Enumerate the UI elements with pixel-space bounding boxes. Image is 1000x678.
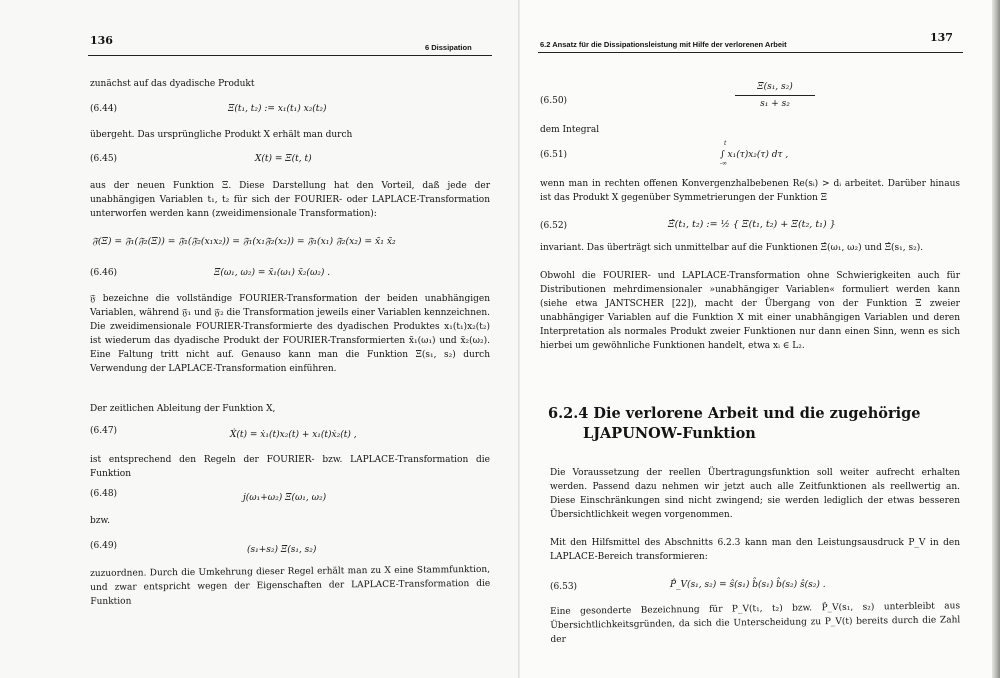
paragraph: ist entsprechend den Regeln der FOURIER- bzw. LAPLACE-Transformation die Funktion <box>90 455 490 479</box>
page-number: 137 <box>930 31 953 44</box>
equation-number: (6.52) <box>540 221 568 231</box>
equation: Ẋ(t) = ẋ₁(t)x₂(t) + x₁(t)ẋ₂(t) , <box>230 430 357 440</box>
equation-number: (6.49) <box>90 541 118 551</box>
equation: X(t) = Ξ(t, t) <box>255 154 312 164</box>
section-heading-continued: LJAPUNOW-Funktion <box>583 425 756 442</box>
integral-upper-limit: t <box>724 140 727 147</box>
equation: Ξ̃(ω₁, ω₂) = x̃₁(ω₁) x̃₂(ω₂) . <box>214 268 331 278</box>
paragraph: übergeht. Das ursprüngliche Produkt X erhält man durch <box>90 130 353 140</box>
paragraph: Eine gesonderte Bezeichnung für P_V(t₁, t₂) bzw. P̂_V(s₁, s₂) unterbleibt aus Übersichtlichkeitsgründen, da sich die Unterscheidung zu P_V(t) bereits durch die Zahl der <box>550 601 961 645</box>
paragraph: wenn man in rechten offenen Konvergenzhalbebenen Re(sᵢ) > dᵢ arbeitet. Darüber hinaus ist das Produkt X gegenüber Symmetrierungen der Funktion Ξ <box>540 179 960 203</box>
paragraph: aus der neuen Funktion Ξ. Diese Darstellung hat den Vorteil, daß jede der unabhängigen Variablen t₁, t₂ für sich der FOURIER- oder LAPLACE-Transformation unterworfen werden kann (zweidimensionale Transformation): <box>90 181 490 219</box>
paragraph: Obwohl die FOURIER- und LAPLACE-Transformation ohne Schwierigkeiten auch für Distributionen mehrdimensionaler »unabhängiger Variablen« formuliert werden kann (siehe etwa JANTSCHER [22]), macht der Übergang von der Funktion Ξ zweier unabhängiger Variablen auf die Funktion X mit einer unabhängigen Variablen und deren Interpretation als normales Produkt zweier Funktionen nur dann einen Sinn, wenn es sich hierbei um gewöhnliche Funktionen handelt, etwa xᵢ ∈ L₂. <box>540 271 960 351</box>
running-head: 6.2 Ansatz für die Dissipationsleistung mit Hilfe der verlorenen Arbeit <box>540 40 787 49</box>
equation-number: (6.47) <box>90 426 118 436</box>
equation-number: (6.48) <box>90 489 118 499</box>
paragraph: Mit den Hilfsmittel des Abschnitts 6.2.3 kann man den Leistungsausdruck P_V in den LAPLACE-Bereich transformieren: <box>550 538 960 562</box>
equation: P̂_V(s₁, s₂) = ŝ(s₁) b̂(s₁) b̂(s₂) ŝ(s₂) . <box>670 580 826 590</box>
equation: (s₁+s₂) Ξ̃(s₁, s₂) <box>247 545 317 555</box>
paragraph: bzw. <box>90 516 110 526</box>
paragraph: zunächst auf das dyadische Produkt <box>90 79 255 89</box>
paragraph: zuzuordnen. Durch die Umkehrung dieser Regel erhält man zu X eine Stammfunktion, und zwar entspricht wegen der Eigenschaften der LAPLACE-Transformation die Funktion <box>90 564 491 607</box>
paragraph: invariant. Das überträgt sich unmittelbar auf die Funktionen Ξ̂(ω₁, ω₂) und Ξ̂(s₁, s₂). <box>540 243 924 253</box>
equation: j(ω₁+ω₂) Ξ̃(ω₁, ω₂) <box>243 493 327 503</box>
paragraph: Der zeitlichen Ableitung der Funktion X, <box>90 404 276 414</box>
running-head: 6 Dissipation <box>425 43 472 52</box>
equation: ∫ x₁(τ)x₂(τ) dτ , <box>720 150 789 160</box>
fraction <box>735 82 815 109</box>
paragraph: 𝔉 bezeichne die vollständige FOURIER-Transformation der beiden unabhängigen Variablen, während 𝔉₁ und 𝔉₂ die Transformation jeweils einer Variablen kennzeichnen. Die zweidimensionale FOURIER-Transformierte des dyadischen Produktes x₁(t₁)x₂(t₂) ist wiederum das dyadische Produkt der FOURIER-Transformierten x̃₁(ω₁) und x̃₂(ω₂). Eine Faltung tritt nicht auf. Genauso kann man die Funktion Ξ̃(s₁, s₂) durch Verwendung der LAPLACE-Transformation einführen. <box>90 294 490 374</box>
fraction-numerator: Ξ̃(s₁, s₂) <box>757 82 793 92</box>
equation-number: (6.51) <box>540 150 568 160</box>
fraction-bar <box>735 95 815 96</box>
section-heading: 6.2.4 Die verlorene Arbeit und die zugehörige <box>548 405 921 422</box>
equation-number: (6.44) <box>90 104 118 114</box>
header-rule <box>538 52 963 53</box>
integral-lower-limit: -∞ <box>720 160 728 167</box>
fraction-denominator: s₁ + s₂ <box>760 99 790 109</box>
equation: Ξ(t₁, t₂) := x₁(t₁) x₂(t₂) <box>228 104 327 114</box>
header-rule <box>88 55 492 56</box>
paragraph: dem Integral <box>540 125 600 135</box>
equation-number: (6.50) <box>540 96 568 106</box>
equation-number: (6.45) <box>90 154 118 164</box>
equation: 𝔉(Ξ) = 𝔉₁(𝔉₂(Ξ)) = 𝔉₁(𝔉₂(x₁x₂)) = 𝔉₁(x₁𝔉₂(x₂)) = 𝔉₁(x₁) 𝔉₂(x₂) = x̃₁ x̃₂ <box>92 236 396 247</box>
equation-number: (6.46) <box>90 268 118 278</box>
paragraph: Die Voraussetzung der reellen Übertragungsfunktion soll weiter aufrecht erhalten werden. Passend dazu nehmen wir jetzt auch alle Zeitfunktionen als reellwertig an. Diese Einschränkungen sind nicht zwingend; sie werden lediglich der etwas besseren Übersichtlichkeit wegen vorgenommen. <box>550 468 960 520</box>
equation: Ξ̂(t₁, t₂) := ½ { Ξ(t₁, t₂) + Ξ(t₂, t₁) } <box>668 219 836 230</box>
page-number: 136 <box>90 34 113 47</box>
right-page <box>520 0 1000 678</box>
page-edge <box>992 0 1000 678</box>
equation-number: (6.53) <box>550 582 578 592</box>
